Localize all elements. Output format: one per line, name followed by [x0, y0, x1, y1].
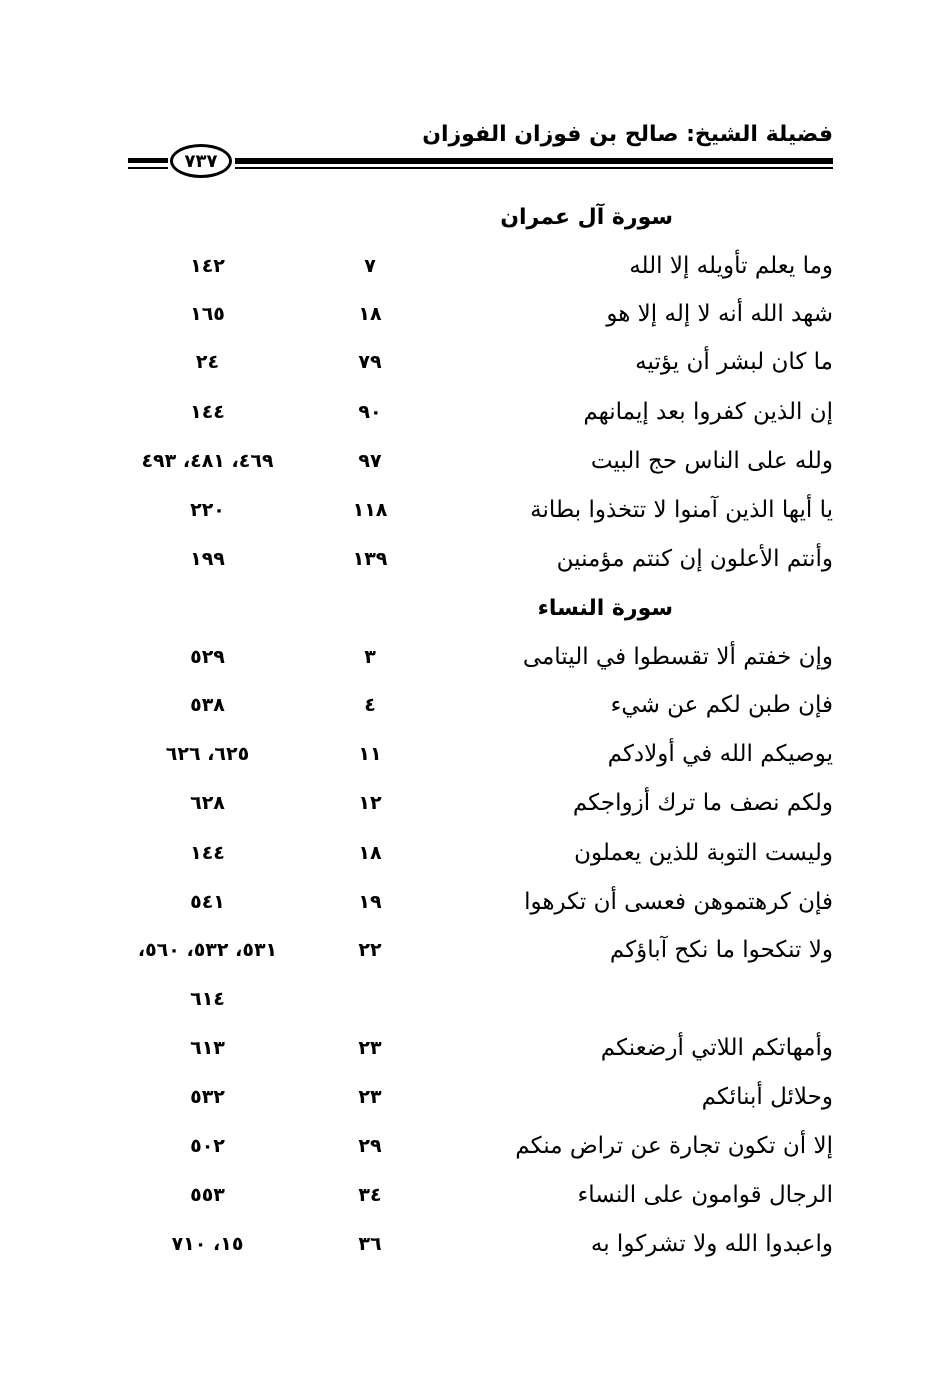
index-row	[0, 1175, 951, 1215]
verse-phrase: ولكم نصف ما ترك أزواجكم	[572, 790, 833, 816]
ayah-number: ٩٠	[358, 401, 382, 423]
index-row	[0, 833, 951, 873]
ayah-number: ٣٤	[358, 1184, 382, 1206]
ayah-number: ١٩	[358, 891, 382, 913]
index-row	[0, 1077, 951, 1117]
index-row	[0, 734, 951, 774]
page-references: ٤٦٩، ٤٨١، ٤٩٣	[141, 450, 274, 472]
ayah-number: ٤	[364, 694, 376, 716]
verse-phrase: وما يعلم تأويله إلا الله	[629, 253, 833, 279]
verse-phrase: وإن خفتم ألا تقسطوا في اليتامى	[522, 644, 833, 670]
verse-phrase: فإن كرهتموهن فعسى أن تكرهوا	[524, 889, 833, 915]
page-references: ٥٣٨	[190, 694, 225, 716]
ayah-number: ١٨	[358, 303, 382, 325]
index-row	[0, 539, 951, 579]
index-row	[0, 392, 951, 432]
index-row	[0, 1028, 951, 1068]
page-number-badge: ٧٣٧	[170, 144, 232, 178]
ayah-number: ٩٧	[358, 450, 382, 472]
index-row	[0, 930, 951, 970]
index-row	[0, 441, 951, 481]
index-row	[0, 1126, 951, 1166]
page-references: ٥٣٢	[190, 1086, 225, 1108]
surah-heading: سورة آل عمران	[500, 205, 673, 230]
verse-phrase: وأمهاتكم اللاتي أرضعنكم	[600, 1035, 833, 1061]
index-row	[0, 685, 951, 725]
verse-phrase: وحلائل أبنائكم	[701, 1084, 833, 1110]
page-references: ٥٣١، ٥٣٢، ٥٦٠،	[137, 939, 278, 961]
index-row	[0, 342, 951, 382]
header-rule-left-thin	[128, 167, 168, 169]
surah-heading-row	[0, 198, 951, 238]
page-references: ١٤٢	[190, 255, 225, 277]
verse-phrase: إلا أن تكون تجارة عن تراض منكم	[515, 1133, 833, 1159]
verse-phrase: فإن طبن لكم عن شيء	[610, 692, 833, 718]
header-rule-thin	[235, 167, 833, 169]
ayah-number: ١٨	[358, 842, 382, 864]
index-row	[0, 294, 951, 334]
page-references: ١٤٤	[190, 842, 225, 864]
page-references: ٦١٣	[190, 1037, 225, 1059]
index-row	[0, 637, 951, 677]
verse-phrase: وليست التوبة للذين يعملون	[574, 840, 833, 866]
index-row	[0, 490, 951, 530]
page-references: ٥٢٩	[190, 646, 225, 668]
header-rule-left	[128, 158, 168, 163]
surah-heading-row	[0, 589, 951, 629]
verse-phrase: شهد الله أنه لا إله إلا هو	[606, 301, 833, 327]
verse-phrase: يا أيها الذين آمنوا لا تتخذوا بطانة	[530, 497, 833, 523]
ayah-number: ١١٨	[352, 499, 388, 521]
ayah-number: ٢٣	[358, 1086, 382, 1108]
verse-phrase: ما كان لبشر أن يؤتيه	[635, 349, 833, 375]
page-references: ٥٥٣	[190, 1184, 225, 1206]
ayah-number: ٣٦	[358, 1233, 382, 1255]
page-references: ١٥، ٧١٠	[171, 1233, 244, 1255]
ayah-number: ١١	[358, 743, 382, 765]
page-references-continued: ٦١٤	[190, 988, 225, 1010]
header-rule-thick	[235, 158, 833, 164]
ayah-number: ٢٣	[358, 1037, 382, 1059]
surah-heading: سورة النساء	[537, 596, 673, 621]
page-references: ١٩٩	[190, 548, 225, 570]
ayah-number: ٢٩	[358, 1135, 382, 1157]
index-row	[0, 246, 951, 286]
verse-phrase: واعبدوا الله ولا تشركوا به	[590, 1231, 833, 1257]
ayah-number: ١٢	[358, 792, 382, 814]
index-row-continuation	[0, 979, 951, 1019]
page-references: ١٤٤	[190, 401, 225, 423]
running-header-title: فضيلة الشيخ: صالح بن فوزان الفوزان	[422, 122, 833, 147]
ayah-number: ٢٢	[358, 939, 382, 961]
page-references: ٢٢٠	[190, 499, 225, 521]
page-references: ٦٢٨	[190, 792, 225, 814]
page-references: ٥٤١	[190, 891, 225, 913]
verse-phrase: يوصيكم الله في أولادكم	[607, 741, 833, 767]
verse-phrase: وأنتم الأعلون إن كنتم مؤمنين	[556, 546, 833, 572]
ayah-number: ٧	[364, 255, 376, 277]
verse-phrase: إن الذين كفروا بعد إيمانهم	[583, 399, 833, 425]
verse-phrase: الرجال قوامون على النساء	[577, 1182, 833, 1208]
ayah-number: ٣	[364, 646, 376, 668]
page-references: ٢٤	[195, 351, 220, 373]
ayah-number: ١٣٩	[352, 548, 388, 570]
page-references: ٥٠٢	[190, 1135, 225, 1157]
index-row	[0, 1224, 951, 1264]
index-row	[0, 882, 951, 922]
verse-phrase: ولا تنكحوا ما نكح آباؤكم	[609, 937, 833, 963]
index-row	[0, 783, 951, 823]
page-references: ١٦٥	[190, 303, 225, 325]
verse-phrase: ولله على الناس حج البيت	[590, 448, 833, 474]
page-references: ٦٢٥، ٦٢٦	[165, 743, 250, 765]
ayah-number: ٧٩	[358, 351, 382, 373]
